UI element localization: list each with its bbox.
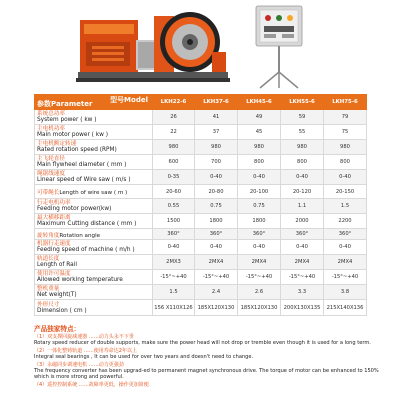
row-label-zh: 整机重量	[37, 286, 60, 292]
feature-description-en: Rotary speed reducer of double supports, make sure the power head will not drop or tremble even though it is used for a long term.	[34, 340, 371, 347]
table-cell: 3.8	[324, 285, 367, 300]
table-cell: 75	[324, 125, 367, 140]
row-label-zh: 机器行走速度	[37, 241, 71, 247]
row-label-en: Linear speed of Wire saw ( m/s )	[37, 177, 131, 183]
features-title: 产品独家特点：	[34, 325, 81, 333]
row-label	[35, 125, 153, 140]
feature-title-zh: （1）双支撑回旋减速器 ……动力头永不下垂	[34, 334, 134, 340]
model-column-header: LKH37-6	[195, 95, 238, 110]
table-row	[35, 255, 367, 270]
table-cell: 1800	[238, 214, 281, 229]
table-cell: 1.5	[324, 199, 367, 214]
row-label-en: Feeding motor power(kw)	[37, 206, 112, 212]
table-cell: 700	[195, 155, 238, 170]
table-row	[35, 240, 367, 255]
table-cell: 0-40	[238, 240, 281, 255]
table-cell: 20-100	[238, 185, 281, 199]
model-column-header: LKH55-6	[281, 95, 324, 110]
table-cell: 0-35	[153, 170, 195, 185]
table-cell: 2.4	[195, 285, 238, 300]
table-cell: 22	[153, 125, 195, 140]
row-label-en: Maximum Cutting distance ( mm )	[37, 221, 137, 227]
row-label-en: Length of wire saw ( m )	[59, 190, 128, 197]
row-label-en: Net weight(T)	[37, 292, 77, 299]
spec-table	[34, 94, 367, 316]
row-label-zh: 主电机额定转速	[37, 140, 77, 147]
row-label-zh: 最大横移距离	[37, 214, 71, 221]
row-label-en: Allowed working temperature	[37, 277, 123, 284]
table-cell: -15°~+40	[153, 270, 195, 285]
table-cell: 360°	[153, 229, 195, 240]
row-label	[35, 140, 153, 155]
table-cell: 0-40	[281, 240, 324, 255]
table-cell: 800	[324, 155, 367, 170]
table-cell: 0-40	[153, 240, 195, 255]
row-label	[35, 255, 153, 270]
table-row	[35, 110, 367, 125]
row-label	[35, 270, 153, 285]
table-row	[35, 185, 367, 199]
table-cell: 0-40	[324, 240, 367, 255]
table-cell: 0.75	[238, 199, 281, 214]
row-label-zh: 可带绳长	[37, 190, 60, 197]
table-cell: 3.3	[281, 285, 324, 300]
row-label-zh: 主电机功率	[37, 125, 65, 132]
table-header-row	[35, 95, 367, 110]
row-label-zh: 外形尺寸	[37, 301, 60, 308]
table-cell: 185X120X130	[238, 300, 281, 316]
control-panel-image	[248, 2, 310, 90]
table-cell: 0.75	[195, 199, 238, 214]
spec-table-body	[35, 95, 367, 316]
table-cell: 45	[238, 125, 281, 140]
table-cell: 185X120X130	[195, 300, 238, 316]
row-label-zh: 系统总功率	[37, 110, 65, 117]
table-cell: 0-40	[195, 240, 238, 255]
table-cell: 2000	[281, 214, 324, 229]
row-label	[35, 170, 153, 185]
model-column-header: LKH22-6	[153, 95, 195, 110]
table-row	[35, 155, 367, 170]
table-cell: 20-60	[153, 185, 195, 199]
row-label	[35, 155, 153, 170]
table-cell: 800	[281, 155, 324, 170]
feature-description-en: The frequency converter has been upgrad-ed to permanent magnet synchronous drive. The torque of motor can be enhanced to 150% which is more strong and powerful.	[34, 368, 379, 381]
table-row	[35, 125, 367, 140]
table-cell: 2MX4	[238, 255, 281, 270]
parameter-header-label: 参数Parameter	[37, 100, 93, 108]
table-cell: 156 X110X126	[153, 300, 195, 316]
table-cell: 0-40	[238, 170, 281, 185]
table-cell: 360°	[324, 229, 367, 240]
model-header-label: 型号Model	[110, 96, 148, 104]
table-cell: 360°	[195, 229, 238, 240]
table-cell: 980	[281, 140, 324, 155]
table-cell: 1500	[153, 214, 195, 229]
table-row	[35, 214, 367, 229]
table-cell: -15°~+40	[238, 270, 281, 285]
row-label	[35, 240, 153, 255]
table-cell: 215X140X136	[324, 300, 367, 316]
feature-title-zh: （2）一体化整铸轨道 ……使用寿命达2年以上	[34, 347, 137, 354]
model-column-header: LKH45-6	[238, 95, 281, 110]
table-cell: -15°~+40	[281, 270, 324, 285]
table-cell: 0-40	[281, 170, 324, 185]
table-cell: 2MX3	[153, 255, 195, 270]
features-section	[34, 323, 394, 388]
table-cell: 55	[281, 125, 324, 140]
table-cell: 1.5	[153, 285, 195, 300]
row-label	[35, 229, 153, 240]
table-cell: 2.6	[238, 285, 281, 300]
row-label-zh: 行走电机功率	[37, 199, 71, 206]
table-cell: 980	[153, 140, 195, 155]
row-label-zh: 绳锯线速度	[37, 170, 65, 177]
table-cell: 980	[324, 140, 367, 155]
table-cell: 20-80	[195, 185, 238, 199]
table-cell: 0-40	[195, 170, 238, 185]
table-cell: 79	[324, 110, 367, 125]
table-cell: 200X130X135	[281, 300, 324, 316]
table-cell: 2MX4	[281, 255, 324, 270]
feature-title-zh: （4）遥控控制系统 ……故障率更低，操作更加简便	[34, 381, 149, 388]
table-cell: 20-150	[324, 185, 367, 199]
row-label	[35, 214, 153, 229]
row-label-en: Feeding speed of machine ( m/h )	[37, 247, 135, 254]
table-row	[35, 229, 367, 240]
row-label	[35, 285, 153, 300]
table-cell: 360°	[238, 229, 281, 240]
table-row	[35, 170, 367, 185]
table-row	[35, 270, 367, 285]
row-label-en: Rated rotation speed (RPM)	[37, 147, 117, 153]
table-cell: -15°~+40	[324, 270, 367, 285]
table-row	[35, 285, 367, 300]
row-label-en: Dimension ( cm )	[37, 307, 87, 314]
row-label	[35, 185, 153, 199]
table-cell: 0.55	[153, 199, 195, 214]
table-cell: 1800	[195, 214, 238, 229]
table-cell: 2MX4	[195, 255, 238, 270]
table-row	[35, 300, 367, 316]
row-label-zh: 主飞轮直径	[37, 155, 65, 162]
table-row	[35, 140, 367, 155]
table-cell: 20-120	[281, 185, 324, 199]
table-cell: 26	[153, 110, 195, 125]
table-cell: 600	[153, 155, 195, 170]
table-cell: 800	[238, 155, 281, 170]
table-cell: 980	[195, 140, 238, 155]
table-cell: 41	[195, 110, 238, 125]
table-cell: -15°~+40	[195, 270, 238, 285]
table-cell: 59	[281, 110, 324, 125]
row-label-en: System power ( kw )	[37, 117, 97, 123]
row-label-en: Main motor power ( kw )	[37, 132, 108, 138]
header-corner-cell	[35, 95, 153, 110]
table-cell: 2200	[324, 214, 367, 229]
table-cell: 37	[195, 125, 238, 140]
table-cell: 0-40	[324, 170, 367, 185]
table-cell: 980	[238, 140, 281, 155]
row-label	[35, 110, 153, 125]
row-label-en: Main flywheel diameter ( mm )	[37, 162, 127, 168]
table-cell: 2MX4	[324, 255, 367, 270]
row-label	[35, 199, 153, 214]
row-label-zh: 轨道长度	[37, 256, 60, 262]
row-label-zh: 旋转角度	[37, 233, 60, 239]
row-label-zh: 使用许可温度	[37, 271, 71, 277]
table-cell: 49	[238, 110, 281, 125]
wire-saw-machine-image	[72, 2, 232, 90]
feature-title-zh: （3）永磁同步调速电机 ……动力更强劲	[34, 361, 124, 368]
table-cell: 360°	[281, 229, 324, 240]
feature-description-en: Integral seal bearings , It can be used for over two years and doesn't need to change.	[34, 354, 254, 361]
row-label	[35, 300, 153, 316]
features-list	[34, 334, 394, 388]
product-images	[0, 0, 400, 92]
row-label-en: Rotation angle	[59, 233, 101, 239]
table-row	[35, 199, 367, 214]
model-column-header: LKH75-6	[324, 95, 367, 110]
table-cell: 1.1	[281, 199, 324, 214]
row-label-en: Length of Rail	[37, 262, 77, 269]
